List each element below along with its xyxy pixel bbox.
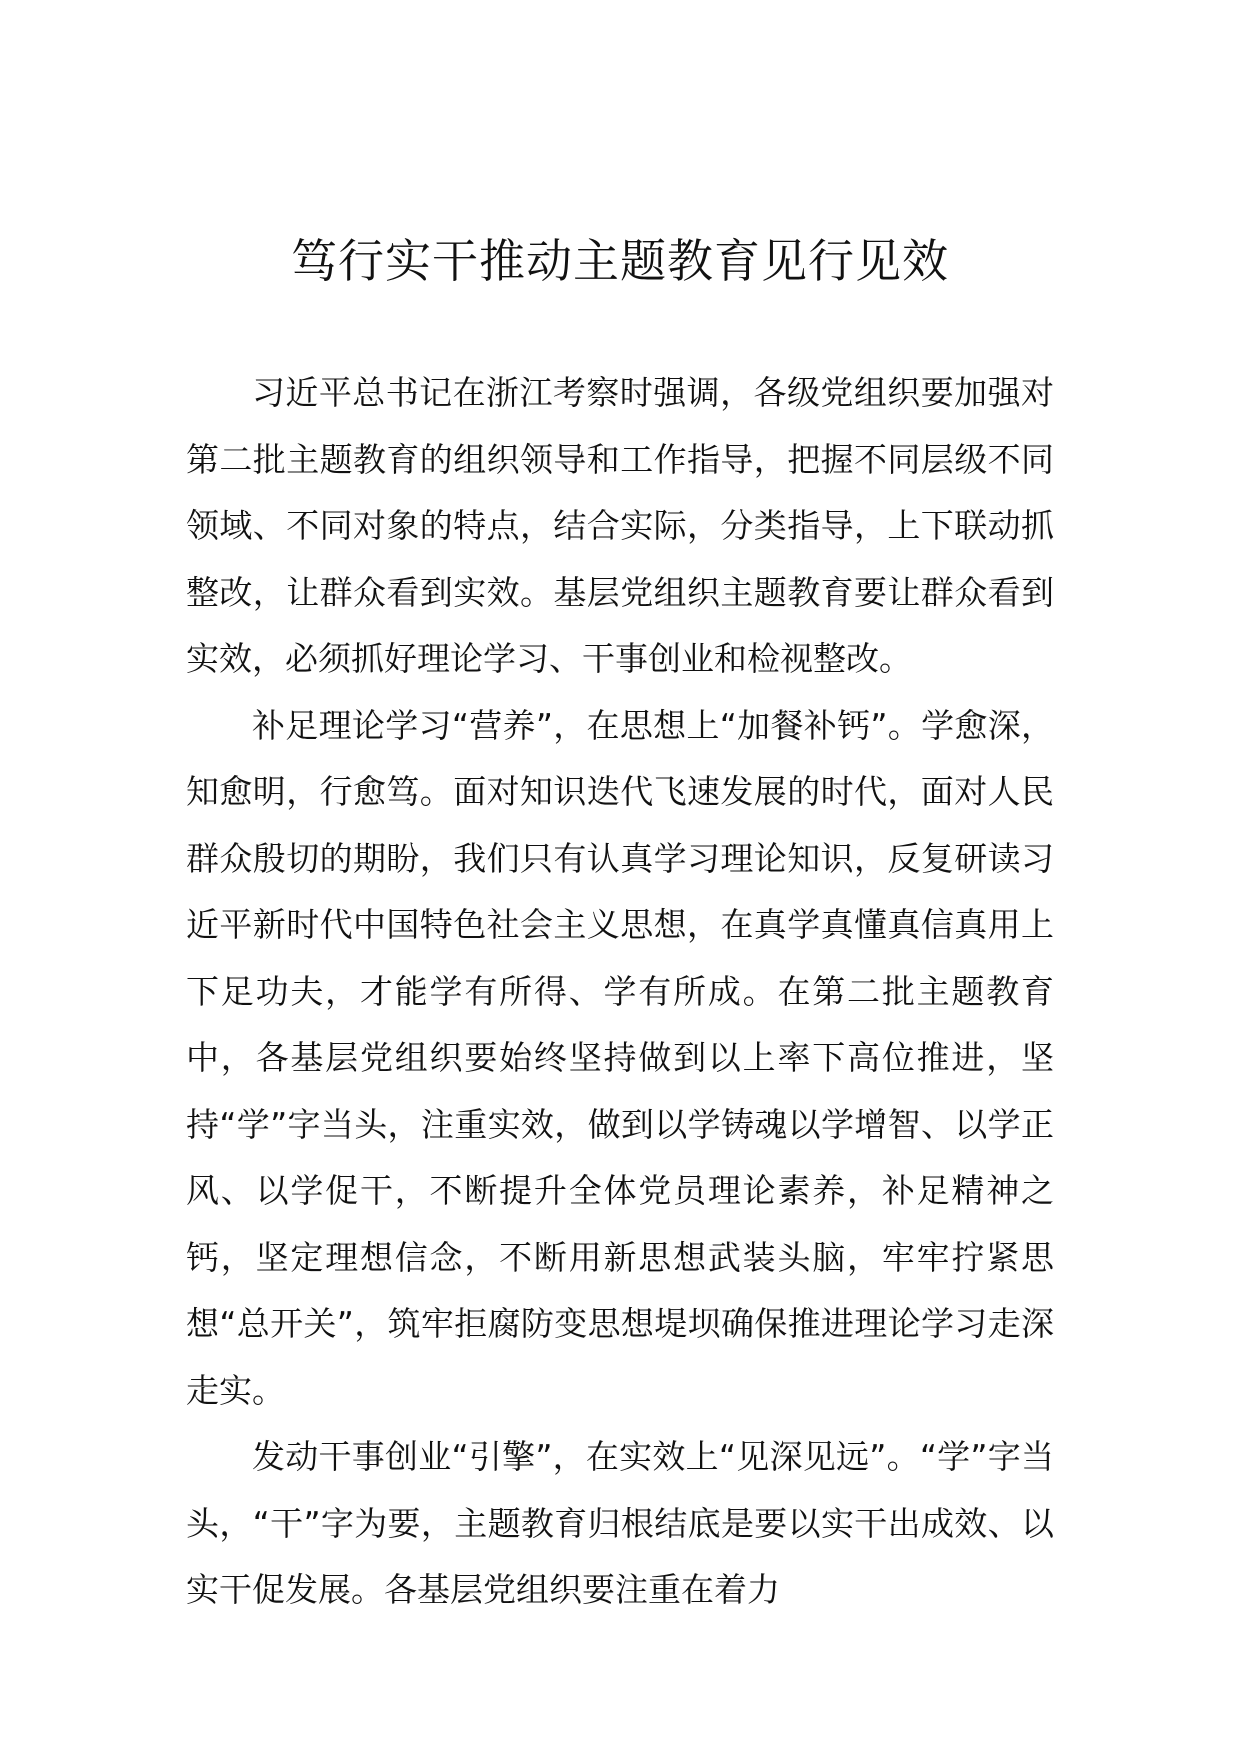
paragraph: 补足理论学习“营养”，在思想上“加餐补钙”。学愈深，知愈明，行愈笃。面对知识迭代飞速发展的时代，面对人民群众殷切的期盼，我们只有认真学习理论知识，反复研读习近平新时代中国特色社会主义思想，在真学真懂真信真用上下足功夫，才能学有所得、学有所成。在第二批主题教育中，各基层党组织要始终坚持做到以上率下高位推进，坚持“学”字当头，注重实效，做到以学铸魂以学增智、以学正风、以学促干，不断提升全体党员理论素养，补足精神之钙，坚定理想信念，不断用新思想武装头脑，牢牢拧紧思想“总开关”，筑牢拒腐防变思想堤坝确保推进理论学习走深走实。	[186, 705, 1054, 1410]
document-body	[186, 360, 1054, 1624]
paragraph: 习近平总书记在浙江考察时强调，各级党组织要加强对第二批主题教育的组织领导和工作指导，把握不同层级不同领域、不同对象的特点，结合实际，分类指导，上下联动抓整改，让群众看到实效。基层党组织主题教育要让群众看到实效，必须抓好理论学习、干事创业和检视整改。	[186, 373, 1054, 678]
paragraph: 发动干事创业“引擎”，在实效上“见深见远”。“学”字当头，“干”字为要，主题教育归根结底是要以实干出成效、以实干促发展。各基层党组织要注重在着力	[186, 1437, 1054, 1609]
document-title: 笃行实干推动主题教育见行见效	[291, 234, 949, 288]
